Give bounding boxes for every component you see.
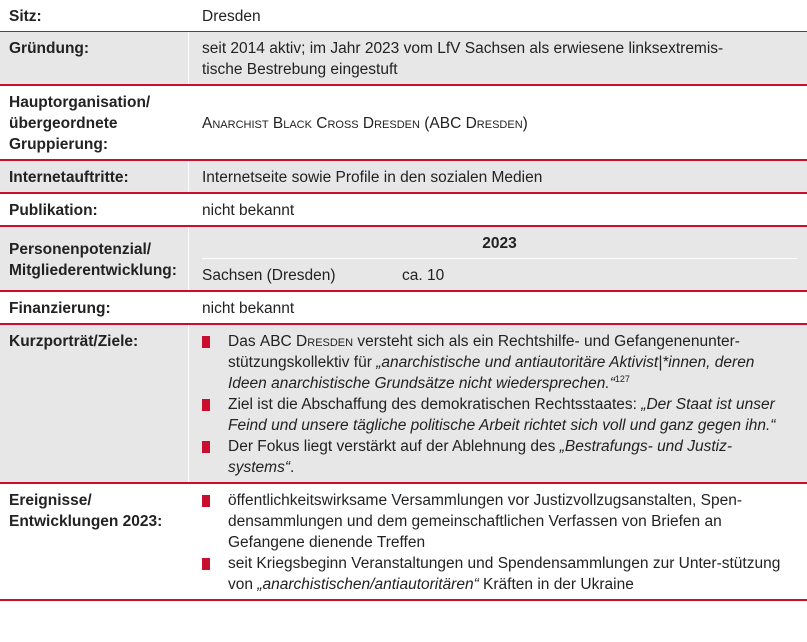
kp-b2-text: Ziel ist die Abschaffung des demokratischen Rechtsstaates: [228,396,642,413]
kurzportraet-list [202,331,789,478]
organisation-name: Anarchist Black Cross Dresden (ABC Dresden) [202,115,528,132]
list-item [202,553,789,595]
personen-region: Sachsen (Dresden) [202,267,336,284]
kp-b1-text-b: versteht sich als ein Rechtshilfe- und Gefangenenunter-stützungskollektiv für [228,333,740,371]
er-b1-text: öffentlichkeitswirksame Versammlungen vor Justizvollzugsanstalten, Spen-densammlungen und dem gemeinschaftlichen Verfassen von Briefen an Gefangene dienende Treffen [228,492,743,551]
kp-b3-end: . [290,459,295,476]
value-personenpotenzial [188,227,807,290]
label-personenpotenzial [0,227,188,290]
personen-year-header: 2023 [202,227,797,259]
row-publikation [0,194,807,227]
bullet-square-icon [202,441,210,453]
value-sitz: Dresden [188,0,807,31]
label-finanzierung: Finanzierung: [9,300,111,317]
label-hauptorg-line2: übergeordnete [9,115,118,132]
label-hauptorganisation [0,86,188,159]
row-sitz [0,0,807,32]
label-ereignisse-line1: Ereignisse/ [9,492,92,509]
label-hauptorg-line3: Gruppierung: [9,136,109,153]
er-b2-text-b: Kräften in der Ukraine [478,576,634,593]
kp-b1-text-a: Das [228,333,260,350]
bullet-square-icon [202,399,210,411]
kp-b1-quote: „anarchistische und antiautoritäre Aktivist|*innen, deren Ideen anarchistische Grundsätze nicht wiedersprechen.“ [228,354,755,392]
label-kurzportraet: Kurzporträt/Ziele: [9,333,139,350]
er-b2-text-a: seit Kriegsbeginn Veranstaltungen und Spendensammlungen zur Unter-stützung von [228,555,781,593]
label-personen-line2: Mitgliederentwicklung: [9,261,177,279]
row-gruendung [0,32,807,86]
kp-b3-quote: „Bestrafungs- und Justiz-systems“ [228,438,733,476]
value-ereignisse [188,484,807,599]
personen-data-row [202,259,797,290]
value-finanzierung: nicht bekannt [188,292,807,323]
kp-b1-org: ABC Dresden [259,333,354,350]
row-internet [0,161,807,194]
personen-count: ca. 10 [402,267,445,284]
footnote-marker: 127 [614,373,630,384]
bullet-square-icon [202,558,210,570]
list-item [202,490,789,553]
row-finanzierung [0,292,807,325]
bullet-square-icon [202,495,210,507]
row-hauptorganisation [0,86,807,161]
er-b2-quote: „anarchistischen/antiautoritären“ [257,576,479,593]
value-hauptorganisation [188,86,807,159]
label-ereignisse-line2: Entwicklungen 2023: [9,513,163,530]
value-internet: Internetseite sowie Profile in den sozialen Medien [188,161,807,192]
label-ereignisse [0,484,188,599]
value-publikation: nicht bekannt [188,194,807,225]
label-publikation: Publikation: [9,202,98,219]
label-hauptorg-line1: Hauptorganisation/ [9,94,151,111]
label-gruendung: Gründung: [9,40,90,57]
value-kurzportraet [188,325,807,482]
value-gruendung-line1: seit 2014 aktiv; im Jahr 2023 vom LfV Sachsen als erwiesene linksextremis- [202,40,724,57]
kp-b2-quote: „Der Staat ist unser Feind und unsere tägliche politische Arbeit richtet sich voll und ganz gegen ihn.“ [228,396,776,434]
bullet-square-icon [202,336,210,348]
list-item [202,331,789,394]
list-item [202,394,789,436]
ereignisse-list [202,490,789,595]
row-kurzportraet [0,325,807,484]
list-item [202,436,789,478]
personen-subtable [202,227,797,290]
value-gruendung-line2: tische Bestrebung eingestuft [202,61,398,78]
row-personenpotenzial [0,227,807,292]
label-personen-line1: Personenpotenzial/ [9,240,152,258]
label-internet: Internetauftritte: [9,169,129,186]
row-ereignisse [0,484,807,601]
kp-b3-text: Der Fokus liegt verstärkt auf der Ablehnung des [228,438,560,455]
label-sitz: Sitz: [9,8,42,25]
value-gruendung [188,32,807,84]
